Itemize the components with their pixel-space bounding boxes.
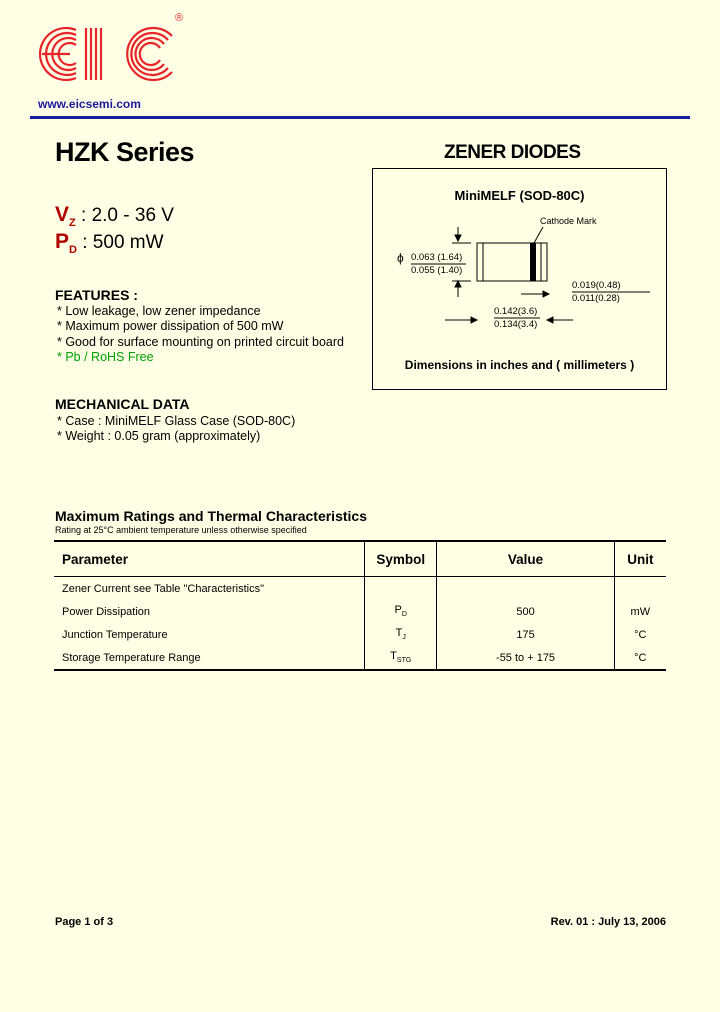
features-heading: FEATURES : <box>55 287 138 303</box>
revision-date: Rev. 01 : July 13, 2006 <box>550 916 666 928</box>
cell-unit: °C <box>614 646 666 670</box>
package-name: MiniMELF (SOD-80C) <box>454 188 585 203</box>
band-min: 0.011(0.28) <box>572 293 620 304</box>
diameter-symbol: ϕ <box>397 251 404 265</box>
cell-symbol <box>365 577 437 601</box>
package-outline-drawing <box>373 169 666 389</box>
cell-symbol <box>365 600 437 623</box>
cell-unit <box>614 577 666 601</box>
mechanical-item: * Case : MiniMELF Glass Case (SOD-80C) <box>57 414 296 428</box>
vz-symbol: V <box>55 203 70 226</box>
website-link[interactable]: www.eicsemi.com <box>38 97 141 111</box>
length-max: 0.142(3.6) <box>494 306 538 317</box>
cell-parameter: Junction Temperature <box>62 628 168 641</box>
pd-spec <box>55 230 164 256</box>
header-unit: Unit <box>614 541 666 577</box>
symbol-sub: STG <box>396 657 412 665</box>
header-symbol: Symbol <box>365 541 437 577</box>
dimensions-caption: Dimensions in inches and ( millimeters ) <box>404 358 635 372</box>
cell-symbol <box>365 646 437 670</box>
feature-item: * Maximum power dissipation of 500 mW <box>57 319 284 333</box>
ratings-table <box>54 540 666 671</box>
cell-unit: °C <box>614 623 666 646</box>
symbol-sub: J <box>402 634 406 642</box>
band-max: 0.019(0.48) <box>572 280 621 291</box>
cell-symbol <box>365 623 437 646</box>
cell-value: 500 <box>516 605 535 618</box>
feature-item: * Good for surface mounting on printed circuit board <box>57 335 344 349</box>
length-min: 0.134(3.4) <box>494 319 538 330</box>
table-header-row <box>54 541 666 577</box>
table-row <box>54 623 666 646</box>
symbol-sub: D <box>401 611 407 619</box>
package-drawing-box <box>372 168 667 390</box>
vz-spec <box>55 203 174 229</box>
mechanical-item: * Weight : 0.05 gram (approximately) <box>57 429 261 443</box>
feature-item: * Low leakage, low zener impedance <box>57 304 261 318</box>
header-parameter: Parameter <box>62 551 129 567</box>
header-rule <box>30 116 690 119</box>
registered-mark: ® <box>175 12 184 24</box>
pd-value: : 500 mW <box>82 232 164 253</box>
cell-unit: mW <box>614 600 666 623</box>
vz-value: : 2.0 - 36 V <box>81 205 174 226</box>
ratings-subtitle: Rating at 25°C ambient temperature unless otherwise specified <box>55 525 307 535</box>
feature-item-rohs: * Pb / RoHS Free <box>57 350 154 364</box>
pd-sub: D <box>69 243 77 256</box>
ratings-title: Maximum Ratings and Thermal Characteristics <box>55 508 367 524</box>
product-category: ZENER DIODES <box>444 142 581 163</box>
table-row <box>54 646 666 670</box>
pd-symbol: P <box>55 230 70 253</box>
symbol-letter: P <box>394 604 402 617</box>
eic-logo-graphic <box>30 14 190 94</box>
diameter-max: 0.063 (1.64) <box>411 252 463 263</box>
cell-parameter: Storage Temperature Range <box>62 651 201 664</box>
cell-parameter: Zener Current see Table "Characteristics" <box>62 582 265 595</box>
table-row <box>54 600 666 623</box>
cell-parameter: Power Dissipation <box>62 605 151 618</box>
diameter-min: 0.055 (1.40) <box>411 265 463 276</box>
mechanical-heading: MECHANICAL DATA <box>55 396 190 412</box>
cell-value <box>437 577 614 601</box>
cell-value: -55 to + 175 <box>496 651 556 664</box>
page-number: Page 1 of 3 <box>55 916 114 928</box>
symbol-letter: T <box>390 650 397 663</box>
eic-logo <box>30 14 190 94</box>
table-row <box>54 577 666 601</box>
header-value: Value <box>507 551 544 567</box>
vz-sub: Z <box>69 216 76 229</box>
symbol-letter: T <box>395 627 403 640</box>
cathode-mark-label: Cathode Mark <box>540 216 597 226</box>
page-title: HZK Series <box>55 137 195 167</box>
cell-value: 175 <box>516 628 535 641</box>
